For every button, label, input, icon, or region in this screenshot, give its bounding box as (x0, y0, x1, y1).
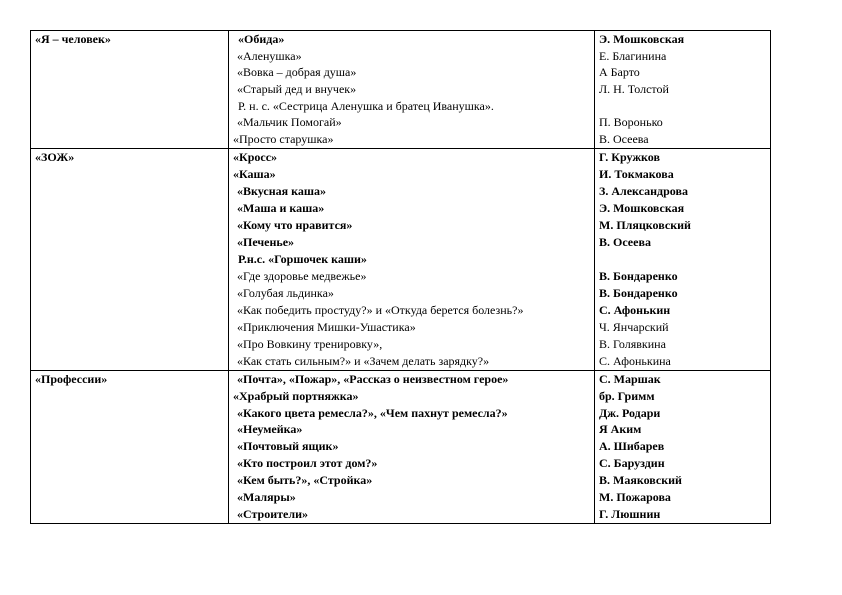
title-line: «Где здоровье медвежье» (237, 268, 367, 283)
author-line: Г. Люшнин (599, 506, 661, 521)
title-line: «Неумейка» (237, 422, 303, 437)
title-line: «Старый дед и внучек» (237, 82, 357, 97)
author-line: В. Осеева (599, 234, 651, 249)
author-line (595, 98, 770, 115)
author-line (595, 251, 770, 268)
author-line: П. Воронько (599, 115, 663, 130)
title-line: «Аленушка» (237, 48, 302, 63)
author-line: З. Александрова (599, 183, 688, 198)
authors-cell (595, 370, 771, 523)
title-line: «Печенье» (237, 234, 295, 249)
title-line: «Мальчик Помогай» (237, 115, 342, 130)
title-line: «Какого цвета ремесла?», «Чем пахнут ремесла?» (237, 405, 508, 420)
title-line: «Маляры» (237, 490, 296, 505)
title-line: «Приключения Мишки-Ушастика» (237, 319, 416, 334)
authors-cell (595, 31, 771, 149)
title-line: «Вовка – добрая душа» (237, 65, 357, 80)
author-line: Л. Н. Толстой (599, 82, 669, 97)
theme-label: «Я – человек» (35, 32, 111, 46)
title-line: Р.н.с. «Горшочек каши» (238, 251, 367, 266)
title-line: «Про Вовкину тренировку», (237, 336, 383, 351)
title-line: «Каша» (233, 166, 276, 181)
table-row (31, 370, 771, 523)
title-line: «Как победить простуду?» и «Откуда берется болезнь?» (237, 302, 524, 317)
author-line: Э. Мошковская (599, 200, 685, 215)
title-line: «Голубая льдинка» (237, 285, 334, 300)
titles-cell (229, 370, 595, 523)
author-line: Э. Мошковская (599, 32, 685, 46)
theme-cell (31, 148, 229, 370)
theme-cell (31, 370, 229, 523)
theme-label: «Профессии» (35, 371, 108, 386)
title-line: «Кто построил этот дом?» (237, 456, 378, 471)
author-line: В. Осеева (599, 132, 649, 147)
title-line: «Обида» (238, 32, 285, 46)
title-line: «Почта», «Пожар», «Рассказ о неизвестном герое» (237, 371, 509, 386)
title-line: Р. н. с. «Сестрица Аленушка и братец Иванушка». (238, 98, 494, 113)
author-line: В. Голявкина (599, 336, 666, 351)
titles-cell (229, 148, 595, 370)
title-line: «Храбрый портняжка» (233, 388, 359, 403)
title-line: «Как стать сильным?» и «Зачем делать зарядку?» (237, 353, 490, 368)
title-line: «Почтовый ящик» (237, 439, 339, 454)
table-row (31, 31, 771, 149)
author-line: Ч. Янчарский (599, 319, 669, 334)
authors-cell (595, 148, 771, 370)
author-line: С. Баруздин (599, 456, 665, 471)
author-line: А Барто (599, 65, 640, 80)
author-line: Е. Благинина (599, 48, 667, 63)
literature-table (30, 30, 771, 524)
author-line: С. Маршак (599, 371, 661, 386)
title-line: «Вкусная каша» (237, 183, 326, 198)
author-line: С. Афонькин (599, 302, 671, 317)
author-line: С. Афонькина (599, 353, 671, 368)
author-line: бр. Гримм (599, 388, 655, 403)
author-line: В. Бондаренко (599, 285, 678, 300)
table-row (31, 148, 771, 370)
author-line: В. Маяковский (599, 473, 682, 488)
theme-cell (31, 31, 229, 149)
author-line: М. Пожарова (599, 490, 671, 505)
author-line: А. Шибарев (599, 439, 665, 454)
title-line: «Маша и каша» (237, 200, 325, 215)
titles-cell (229, 31, 595, 149)
author-line: В. Бондаренко (599, 268, 678, 283)
author-line: М. Пляцковский (599, 217, 691, 232)
title-line: «Кросс» (233, 149, 278, 164)
author-line: Я Аким (599, 422, 642, 437)
title-line: «Кем быть?», «Стройка» (237, 473, 373, 488)
author-line: Дж. Родари (599, 405, 661, 420)
author-line: Г. Кружков (599, 149, 660, 164)
title-line: «Строители» (237, 506, 309, 521)
title-line: «Кому что нравится» (237, 217, 353, 232)
theme-label: «ЗОЖ» (35, 149, 75, 164)
author-line: И. Токмакова (599, 166, 674, 181)
title-line: «Просто старушка» (233, 132, 334, 147)
